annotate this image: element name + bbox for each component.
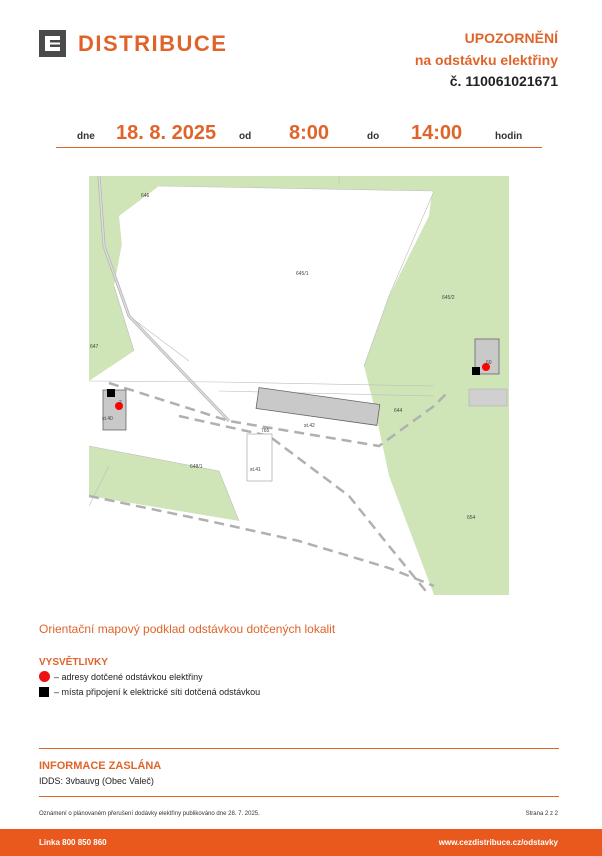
parcel-label: 654 <box>467 515 476 521</box>
unit-label: hodin <box>495 131 523 142</box>
outage-date: 18. 8. 2025 <box>116 122 217 144</box>
divider <box>39 748 559 749</box>
building-label: st.40 <box>102 416 113 422</box>
notice-number: č. 110061021671 <box>449 73 558 89</box>
parcel-label: 645/2 <box>442 295 455 301</box>
time-to: 14:00 <box>411 122 463 144</box>
connection-point-marker <box>472 367 480 375</box>
info-title: INFORMACE ZASLÁNA <box>39 760 162 772</box>
page-number: Strana 2 z 2 <box>525 811 558 817</box>
publication-notice: Oznámení o plánovaném přerušení dodávky elektřiny publikováno dne 28. 7. 2025. <box>39 811 260 817</box>
from-label: od <box>239 131 252 142</box>
divider <box>39 796 559 797</box>
parcel-label: 647 <box>90 344 99 350</box>
red-dot-icon <box>39 671 50 682</box>
date-label: dne <box>77 131 95 142</box>
cez-logo-icon <box>39 30 66 57</box>
website-link[interactable]: www.cezdistribuce.cz/odstavky <box>438 838 558 847</box>
house-number-label: 2 <box>119 400 122 406</box>
legend-title: VYSVĚTLIVKY <box>39 657 108 668</box>
connection-point-marker <box>107 389 115 397</box>
to-label: do <box>367 131 380 142</box>
building-label: st.41 <box>250 467 261 473</box>
notice-subtitle: na odstávku elektřiny <box>414 52 558 68</box>
outage-map <box>89 176 509 595</box>
time-from: 8:00 <box>289 122 330 144</box>
schedule-divider <box>56 147 542 148</box>
parcel-label: 644 <box>394 408 403 414</box>
hotline: Linka 800 850 860 <box>39 838 107 847</box>
black-square-icon <box>39 687 49 697</box>
notice-title: UPOZORNĚNÍ <box>464 30 558 46</box>
legend-item: – adresy dotčené odstávkou elektřiny <box>54 672 203 682</box>
map-caption: Orientační mapový podklad odstávkou dotčených lokalit <box>39 622 336 636</box>
parcel-label: 646 <box>141 193 150 199</box>
parcel-label: 645/1 <box>296 271 309 277</box>
legend-item: – místa připojení k elektrické síti dotčená odstávkou <box>54 687 261 697</box>
building-label: st.42 <box>304 423 315 429</box>
parcel-label: 648/1 <box>190 464 203 470</box>
info-text: IDDS: 3vbauvg (Obec Valeč) <box>39 776 154 786</box>
brand-name: DISTRIBUCE <box>78 31 228 56</box>
house-number-label: 60 <box>486 360 492 366</box>
parcel-label: 765 <box>261 428 270 434</box>
